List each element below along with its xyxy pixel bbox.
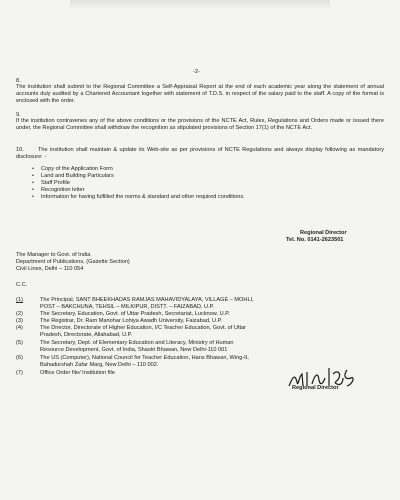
addressee-line: Civil Lines, Delhi – 110 054	[16, 266, 84, 272]
cc-item-line: The Director, Directorate of Higher Education, I/C Teacher Education, Govt. of Uttar	[40, 325, 247, 331]
cc-item-line: Bahadurshah Zafar Marg, New Delhi – 110 002.	[40, 362, 159, 368]
para-9-number: 9.	[16, 112, 21, 118]
bullet-item: Land and Building Particulars	[41, 173, 114, 179]
addressee-line: The Manager to Govt. of India	[16, 252, 91, 258]
signatory-tel: Tel. No. 0141-2623501	[286, 237, 344, 243]
cc-number: (5)	[16, 340, 23, 346]
footer-signatory-title: Regional Director	[292, 385, 339, 391]
cc-item-line: Resource Development, Govt. of India, Shastri Bhawan, New Delhi-110 001	[40, 347, 228, 353]
cc-label: C.C.	[16, 282, 28, 288]
cc-item-line: The Principal, SANT BHEEKHADAS RAMJAS MAHAVIDYALAYA, VILLAGE – MOHLI,	[40, 297, 254, 303]
cc-item-line: The Registrar, Dr. Ram Manohar Lohiya Awadh University, Faizabad, U.P.	[40, 318, 223, 324]
bullet-item: Recognition letter	[41, 187, 85, 193]
para-10-text: The institution shall maintain & update its Web-site as per provisions of NCTE Regulations and always display following as mandatory disclosure: -	[16, 147, 384, 161]
bullet-icon: •	[32, 180, 34, 186]
para-10-number: 10.	[16, 147, 24, 153]
cc-item-line: POST – BAKCHUNA, TEHSIL – MILKIPUR, DISTT. – FAIZABAD, U.P.	[40, 304, 215, 310]
cc-item-line: The US (Computer), National Council for Teacher Education, Hans Bhawan, Wing-II,	[40, 355, 249, 361]
cc-number: (2)	[16, 311, 23, 317]
bullet-icon: •	[32, 187, 34, 193]
signatory-title: Regional Director	[300, 230, 347, 236]
cc-item-line: The Secretary, Education, Govt. of Uttar Pradesh, Secretariat, Lucknow, U.P.	[40, 311, 230, 317]
cc-number: (3)	[16, 318, 23, 324]
bullet-item: Information for having fulfilled the norms & standard and other required conditions.	[41, 194, 245, 200]
bullet-item: Staff Profile	[41, 180, 70, 186]
bullet-icon: •	[32, 166, 34, 172]
para-8-number: 8.	[16, 78, 21, 84]
para-8-text: The institution shall submit to the Regional Committee a Self-Appraisal Report at the end of each academic year along the statement of annual accounts duly audited by a Chartered Accountant together with statement of T.D.S. in respect of the salary paid to the staff. A copy of the format is enclosed with the order.	[16, 84, 384, 105]
cc-item-line: Office Order file/ Institution file	[40, 370, 115, 376]
cc-number: (6)	[16, 355, 23, 361]
cc-number: (4)	[16, 325, 23, 331]
bullet-icon: •	[32, 194, 34, 200]
addressee-line: Department of Publications, (Gazette Section)	[16, 259, 130, 265]
bullet-icon: •	[32, 173, 34, 179]
page-number: -2-	[193, 69, 200, 75]
scan-header-shadow	[70, 0, 330, 10]
cc-item-line: Pradesh, Directorate, Allahabad, U.P.	[40, 332, 133, 338]
cc-item-line: The Secretary, Dept. of Elementary Education and Literacy, Ministry of Human	[40, 340, 234, 346]
cc-number: (1)	[16, 297, 23, 303]
cc-number: (7)	[16, 370, 23, 376]
bullet-item: Copy of the Application Form	[41, 166, 113, 172]
para-9-text: If the institution contravenes any of the above conditions or the provisions of the NCTE Act, Rules, Regulations and Orders made or issued there under, the Regional Committee shall withdraw the recognition as stipulated provisions of Section 17(1) of the NCTE Act.	[16, 118, 384, 132]
